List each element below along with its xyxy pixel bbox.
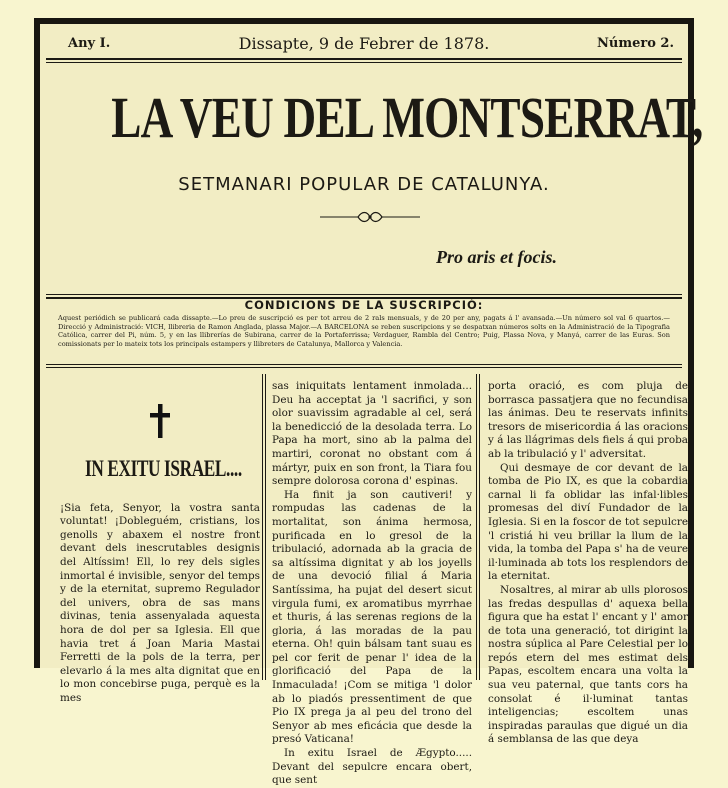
dateline — [40, 34, 688, 56]
conditions-rule-top — [46, 294, 682, 295]
column-rule — [262, 374, 263, 680]
year-label: Any I. — [68, 36, 111, 51]
issue-number: Número 2. — [597, 36, 674, 51]
article-paragraph: Qui desmaye de cor devant de la tomba de Pio IX, es que la cobardia carnal li fa oblidar las infal·libles promesas del diví Fundador de la Iglesia. Si en la foscor de tot sepulcre 'l cristiá hi veu brillar la llum de la vida, la tomba del Papa s' ha de veure il·luminada ab tots los resplendors de la eternitat. — [488, 461, 688, 583]
header-rule-thin — [46, 62, 682, 63]
column-1 — [60, 376, 260, 704]
article-headline: IN EXITU ISRAEL.... — [85, 456, 242, 481]
issue-date: Dissapte, 9 de Febrer de 1878. — [238, 34, 490, 53]
cross-icon — [60, 404, 260, 444]
motto: Pro aris et focis. — [436, 247, 557, 267]
article-paragraph: Nosaltres, al mirar ab ulls plorosos las fredas despullas d' aquexa bella figura que ha estat l' encant y l' amor de tota una generació, tot dirigint la nostra súplica al Pare Celestial per lo repós etern del mes estimat dels Papas, escoltem encara una volta la sua veu paternal, que tants cors ha consolat é il·luminat tantas inteligencias; escoltem unas inspiradas paraulas que digué un dia á semblansa de las que deya — [488, 583, 688, 746]
column-rule — [476, 374, 477, 680]
conditions-text: Aquest periódich se publicará cada dissapte.—Lo preu de suscripció es per tot arreu de 2 rals mensuals, y de 20 per any, pagats á l' avansada.—Un número sol val 6 quartos.—Direcció y Administració: VICH, llibreria de Ramon Anglada, plassa Major.—A BARCELONA se reben suscripcions y se despatxan números solts en la Administració de la Tipografia Católica, carrer del Pi, núm. 5, y en las llibrerías de Subirana, carrer de la Portaferrissa; Verdaguer, Rambla del Centro; Puig, Plassa Nova, y Manyá, carrer de las Euras. Son comissionats per lo mateix tots los principals estampers y llibreters de Catalunya, Mallorca y Valencia. — [58, 314, 670, 348]
column-rule — [479, 374, 480, 680]
column-3 — [488, 380, 688, 746]
masthead-title: LA VEU DEL MONTSERRAT, — [111, 85, 703, 150]
newspaper-page — [34, 18, 703, 787]
conditions-title: CONDICIONS DE LA SUSCRIPCIÓ: — [244, 298, 484, 312]
ornament-icon — [320, 210, 420, 224]
article-paragraph: In exitu Israel de Ægypto..... Devant del sepulcre encara obert, que sent — [272, 747, 472, 787]
conditions-rule-bottom-2 — [46, 367, 682, 368]
masthead-subtitle: SETMANARI POPULAR DE CATALUNYA. — [178, 174, 550, 195]
header-rule — [46, 58, 682, 60]
article-paragraph: Ha finit ja son cautiveri! y rompudas las cadenas de la mortalitat, son ánima hermosa, purificada en lo gresol de la tribulació, adornada ab la gracia de sa altíssima dignitat y ab los joyells de una devoció filial á Maria Santíssima, ha pujat del desert sicut virgula fumi, ex aromatibus myrrhae et thuris, á las serenas regions de la gloria, á las moradas de la pau eterna. Oh! quin bálsam tant suau es pel cor ferit de penar l' idea de la glorificació del Papa de la Inmaculada! ¡Com se mitiga 'l dolor ab lo piadós pressentiment de que Pio IX prega ja al peu del trono del Senyor ab mes eficácia que desde la presó Vaticana! — [272, 488, 472, 746]
column-rule — [265, 374, 266, 680]
column-2 — [272, 380, 472, 787]
article-paragraph: sas iniquitats lentament inmolada... Deu ha acceptat ja 'l sacrifici, y son olor suavissim agradable al cel, será la benedicció de la desolada terra. Lo Papa ha mort, sino ab la palma del martiri, coronat no obstant com á mártyr, puix en son front, la Tiara fou sempre dolorosa corona d' espinas. — [272, 380, 472, 488]
article-paragraph: porta oració, es com pluja de borrasca passatjera que no fecundisa las ánimas. Deu te reservats infinits tresors de misericordia á las oracions y á las llágrimas dels fiels á qui proba ab la tribulació y l' adversitat. — [488, 380, 688, 460]
article-paragraph: ¡Sia feta, Senyor, la vostra santa voluntat! ¡Dobleguém, cristians, los genolls y abaxem el nostre front devant dels inescrutables designis del Altíssim! Ell, lo rey dels sigles inmortal é invisible, senyor del temps y de la eternitat, supremo Regulador del univers, obra de sas mans divinas, tenia assenyalada aquesta hora de dol per sa Iglesia. Ell que havia tret á Joan Maria Mastai Ferretti de la pols de la terra, per elevarlo á la mes alta dignitat que en lo mon concebirse puga, perquè es la mes — [60, 501, 260, 704]
conditions-rule-bottom — [46, 364, 682, 365]
